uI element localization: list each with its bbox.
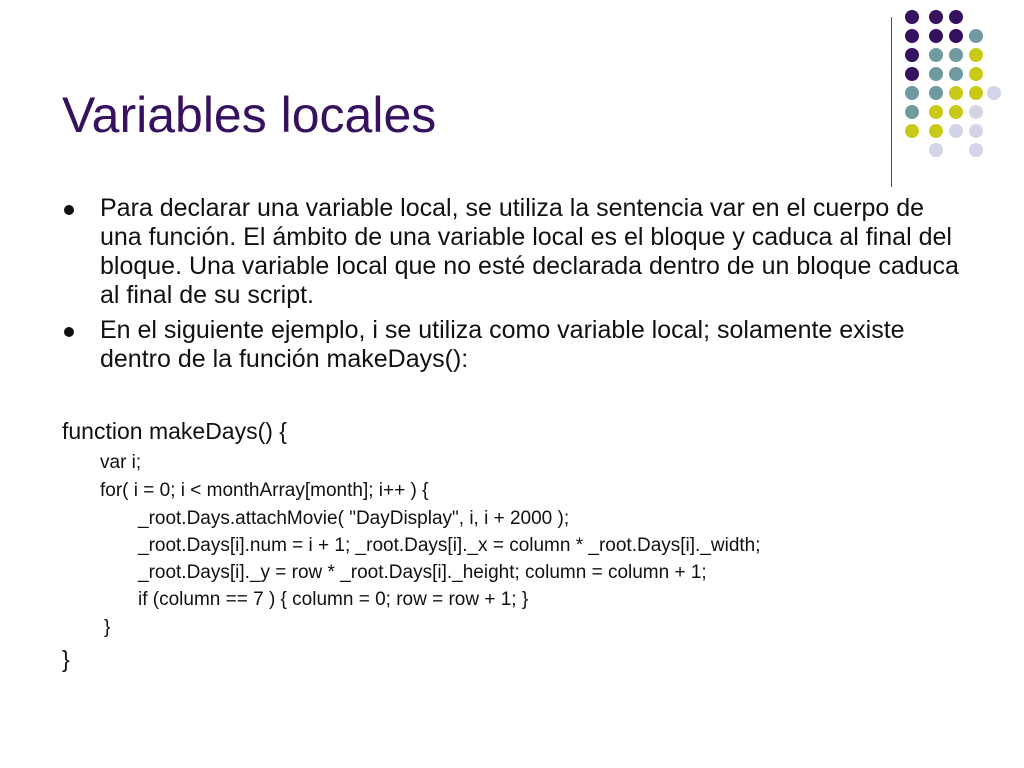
decorative-dot: [905, 105, 919, 119]
decorative-dot: [929, 124, 943, 138]
decorative-dot: [987, 86, 1001, 100]
bullet-text: En el siguiente ejemplo, i se utiliza como variable local; solamente existe dentro de la función makeDays():: [100, 316, 905, 373]
decorative-dot: [969, 29, 983, 43]
decorative-dot: [929, 29, 943, 43]
decorative-dot: [969, 86, 983, 100]
decorative-dot: [929, 105, 943, 119]
code-line: _root.Days[i].num = i + 1; _root.Days[i]._x = column * _root.Days[i]._width;: [138, 535, 761, 556]
bullet-item: [62, 194, 962, 310]
bullet-text: Para declarar una variable local, se utiliza la sentencia var en el cuerpo de una función. El ámbito de una variable local es el bloque y caduca al final del bloque. Una variable local que no esté declarada dentro de un bloque caduca al final de su script.: [100, 194, 959, 309]
code-line: for( i = 0; i < monthArray[month]; i++ ) {: [100, 480, 429, 501]
decorative-dot: [929, 10, 943, 24]
bullet-item: [62, 316, 962, 374]
decorative-dot: [969, 124, 983, 138]
decorative-dot: [949, 48, 963, 62]
decorative-dot: [969, 143, 983, 157]
vertical-divider-line: [891, 17, 892, 187]
bullet-dot-icon: [64, 205, 74, 215]
code-line: function makeDays() {: [62, 418, 287, 444]
decorative-dot: [969, 48, 983, 62]
code-line: if (column == 7 ) { column = 0; row = row + 1; }: [138, 589, 529, 610]
decorative-dot: [949, 105, 963, 119]
slide-title: Variables locales: [62, 87, 437, 143]
decorative-dot: [949, 10, 963, 24]
decorative-dot: [905, 48, 919, 62]
code-line: _root.Days.attachMovie( "DayDisplay", i, i + 2000 );: [138, 508, 570, 529]
decorative-dot: [905, 29, 919, 43]
bullet-dot-icon: [64, 327, 74, 337]
code-line: }: [104, 617, 111, 638]
decorative-dot: [949, 86, 963, 100]
decorative-dot: [949, 29, 963, 43]
decorative-dot: [905, 124, 919, 138]
decorative-dot: [929, 143, 943, 157]
decorative-dot: [929, 48, 943, 62]
code-line: var i;: [100, 452, 142, 473]
decorative-dot: [905, 10, 919, 24]
decorative-dot: [929, 86, 943, 100]
decorative-dot: [929, 67, 943, 81]
decorative-dot: [969, 105, 983, 119]
decorative-dot: [905, 67, 919, 81]
code-line: }: [62, 646, 70, 672]
decorative-dot: [905, 86, 919, 100]
bullet-list: [62, 194, 962, 380]
decorative-dot: [949, 67, 963, 81]
code-line: _root.Days[i]._y = row * _root.Days[i]._height; column = column + 1;: [138, 562, 707, 583]
decorative-dot: [969, 67, 983, 81]
decorative-dot: [949, 124, 963, 138]
